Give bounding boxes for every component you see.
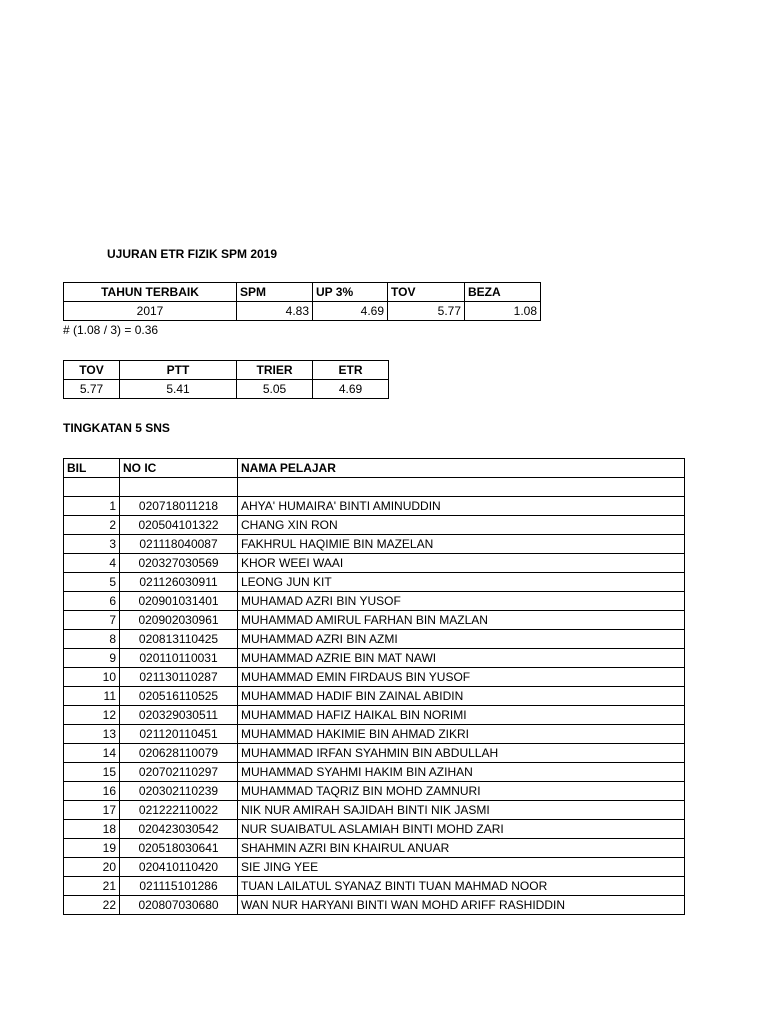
bil-cell: 17 [64, 801, 120, 820]
bil-cell: 4 [64, 554, 120, 573]
table-row [64, 706, 685, 725]
table-row [64, 592, 685, 611]
nama-pelajar-cell: WAN NUR HARYANI BINTI WAN MOHD ARIFF RASHIDDIN [238, 896, 685, 915]
table-row [64, 516, 685, 535]
nama-pelajar-cell: TUAN LAILATUL SYANAZ BINTI TUAN MAHMAD NOOR [238, 877, 685, 896]
value-ptt: 5.41 [120, 380, 237, 399]
header-nama-pelajar: NAMA PELAJAR [238, 459, 685, 478]
no-ic-cell: 021222110022 [120, 801, 238, 820]
bil-cell: 9 [64, 649, 120, 668]
no-ic-cell: 021130110287 [120, 668, 238, 687]
spacer-cell [64, 478, 120, 497]
nama-pelajar-cell: CHANG XIN RON [238, 516, 685, 535]
value-etr-tov: 5.77 [64, 380, 120, 399]
table-row [64, 858, 685, 877]
table-row [64, 573, 685, 592]
no-ic-cell: 020718011218 [120, 497, 238, 516]
table-row [64, 668, 685, 687]
value-trier: 5.05 [237, 380, 313, 399]
value-beza: 1.08 [465, 302, 541, 321]
no-ic-cell: 020110110031 [120, 649, 238, 668]
header-up3: UP 3% [313, 283, 388, 302]
header-etr-tov: TOV [64, 361, 120, 380]
value-up3: 4.69 [313, 302, 388, 321]
no-ic-cell: 021120110451 [120, 725, 238, 744]
spacer-cell [238, 478, 685, 497]
bil-cell: 14 [64, 744, 120, 763]
nama-pelajar-cell: MUHAMMAD AMIRUL FARHAN BIN MAZLAN [238, 611, 685, 630]
bil-cell: 3 [64, 535, 120, 554]
etr-value-row [64, 380, 389, 399]
no-ic-cell: 020329030511 [120, 706, 238, 725]
no-ic-cell: 020327030569 [120, 554, 238, 573]
no-ic-cell: 020901031401 [120, 592, 238, 611]
bil-cell: 11 [64, 687, 120, 706]
nama-pelajar-cell: SHAHMIN AZRI BIN KHAIRUL ANUAR [238, 839, 685, 858]
etr-header-row [64, 361, 389, 380]
table-row [64, 687, 685, 706]
no-ic-cell: 020702110297 [120, 763, 238, 782]
table-row [64, 820, 685, 839]
table-row [64, 744, 685, 763]
no-ic-cell: 020807030680 [120, 896, 238, 915]
bil-cell: 5 [64, 573, 120, 592]
bil-cell: 2 [64, 516, 120, 535]
header-trier: TRIER [237, 361, 313, 380]
nama-pelajar-cell: KHOR WEEI WAAI [238, 554, 685, 573]
bil-cell: 19 [64, 839, 120, 858]
value-tov: 5.77 [388, 302, 465, 321]
etr-table [63, 360, 389, 399]
nama-pelajar-cell: FAKHRUL HAQIMIE BIN MAZELAN [238, 535, 685, 554]
nama-pelajar-cell: NIK NUR AMIRAH SAJIDAH BINTI NIK JASMI [238, 801, 685, 820]
student-header-row [64, 459, 685, 478]
spacer-cell [120, 478, 238, 497]
nama-pelajar-cell: SIE JING YEE [238, 858, 685, 877]
value-etr: 4.69 [313, 380, 389, 399]
no-ic-cell: 020902030961 [120, 611, 238, 630]
table-row [64, 801, 685, 820]
header-spm: SPM [237, 283, 313, 302]
nama-pelajar-cell: LEONG JUN KIT [238, 573, 685, 592]
nama-pelajar-cell: MUHAMMAD AZRI BIN AZMI [238, 630, 685, 649]
header-tahun-terbaik: TAHUN TERBAIK [64, 283, 237, 302]
nama-pelajar-cell: MUHAMMAD HAKIMIE BIN AHMAD ZIKRI [238, 725, 685, 744]
table-row [64, 535, 685, 554]
nama-pelajar-cell: MUHAMMAD HAFIZ HAIKAL BIN NORIMI [238, 706, 685, 725]
bil-cell: 16 [64, 782, 120, 801]
table-row [64, 497, 685, 516]
bil-cell: 12 [64, 706, 120, 725]
formula-note: # (1.08 / 3) = 0.36 [63, 323, 159, 337]
bil-cell: 22 [64, 896, 120, 915]
no-ic-cell: 020423030542 [120, 820, 238, 839]
no-ic-cell: 020516110525 [120, 687, 238, 706]
bil-cell: 7 [64, 611, 120, 630]
table-row [64, 725, 685, 744]
nama-pelajar-cell: MUHAMAD AZRI BIN YUSOF [238, 592, 685, 611]
table-row [64, 763, 685, 782]
no-ic-cell: 020628110079 [120, 744, 238, 763]
bil-cell: 21 [64, 877, 120, 896]
table-row [64, 877, 685, 896]
table-row [64, 630, 685, 649]
no-ic-cell: 020302110239 [120, 782, 238, 801]
table-row [64, 554, 685, 573]
header-bil: BIL [64, 459, 120, 478]
no-ic-cell: 021126030911 [120, 573, 238, 592]
table-row [64, 649, 685, 668]
header-no-ic: NO IC [120, 459, 238, 478]
header-beza: BEZA [465, 283, 541, 302]
bil-cell: 20 [64, 858, 120, 877]
nama-pelajar-cell: NUR SUAIBATUL ASLAMIAH BINTI MOHD ZARI [238, 820, 685, 839]
no-ic-cell: 021118040087 [120, 535, 238, 554]
nama-pelajar-cell: MUHAMMAD EMIN FIRDAUS BIN YUSOF [238, 668, 685, 687]
header-tov: TOV [388, 283, 465, 302]
best-year-value-row [64, 302, 541, 321]
report-title: UJURAN ETR FIZIK SPM 2019 [107, 247, 278, 261]
table-row [64, 782, 685, 801]
no-ic-cell: 021115101286 [120, 877, 238, 896]
nama-pelajar-cell: MUHAMMAD TAQRIZ BIN MOHD ZAMNURI [238, 782, 685, 801]
nama-pelajar-cell: AHYA' HUMAIRA' BINTI AMINUDDIN [238, 497, 685, 516]
best-year-table [63, 282, 541, 321]
nama-pelajar-cell: MUHAMMAD HADIF BIN ZAINAL ABIDIN [238, 687, 685, 706]
bil-cell: 1 [64, 497, 120, 516]
header-ptt: PTT [120, 361, 237, 380]
nama-pelajar-cell: MUHAMMAD AZRIE BIN MAT NAWI [238, 649, 685, 668]
best-year-header-row [64, 283, 541, 302]
no-ic-cell: 020504101322 [120, 516, 238, 535]
student-table [63, 458, 685, 915]
nama-pelajar-cell: MUHAMMAD IRFAN SYAHMIN BIN ABDULLAH [238, 744, 685, 763]
bil-cell: 15 [64, 763, 120, 782]
value-spm: 4.83 [237, 302, 313, 321]
table-row [64, 839, 685, 858]
bil-cell: 8 [64, 630, 120, 649]
no-ic-cell: 020813110425 [120, 630, 238, 649]
nama-pelajar-cell: MUHAMMAD SYAHMI HAKIM BIN AZIHAN [238, 763, 685, 782]
bil-cell: 6 [64, 592, 120, 611]
student-spacer-row [64, 478, 685, 497]
no-ic-cell: 020518030641 [120, 839, 238, 858]
table-row [64, 896, 685, 915]
no-ic-cell: 020410110420 [120, 858, 238, 877]
class-title: TINGKATAN 5 SNS [63, 421, 170, 435]
value-tahun: 2017 [64, 302, 237, 321]
bil-cell: 10 [64, 668, 120, 687]
header-etr: ETR [313, 361, 389, 380]
table-row [64, 611, 685, 630]
bil-cell: 18 [64, 820, 120, 839]
bil-cell: 13 [64, 725, 120, 744]
